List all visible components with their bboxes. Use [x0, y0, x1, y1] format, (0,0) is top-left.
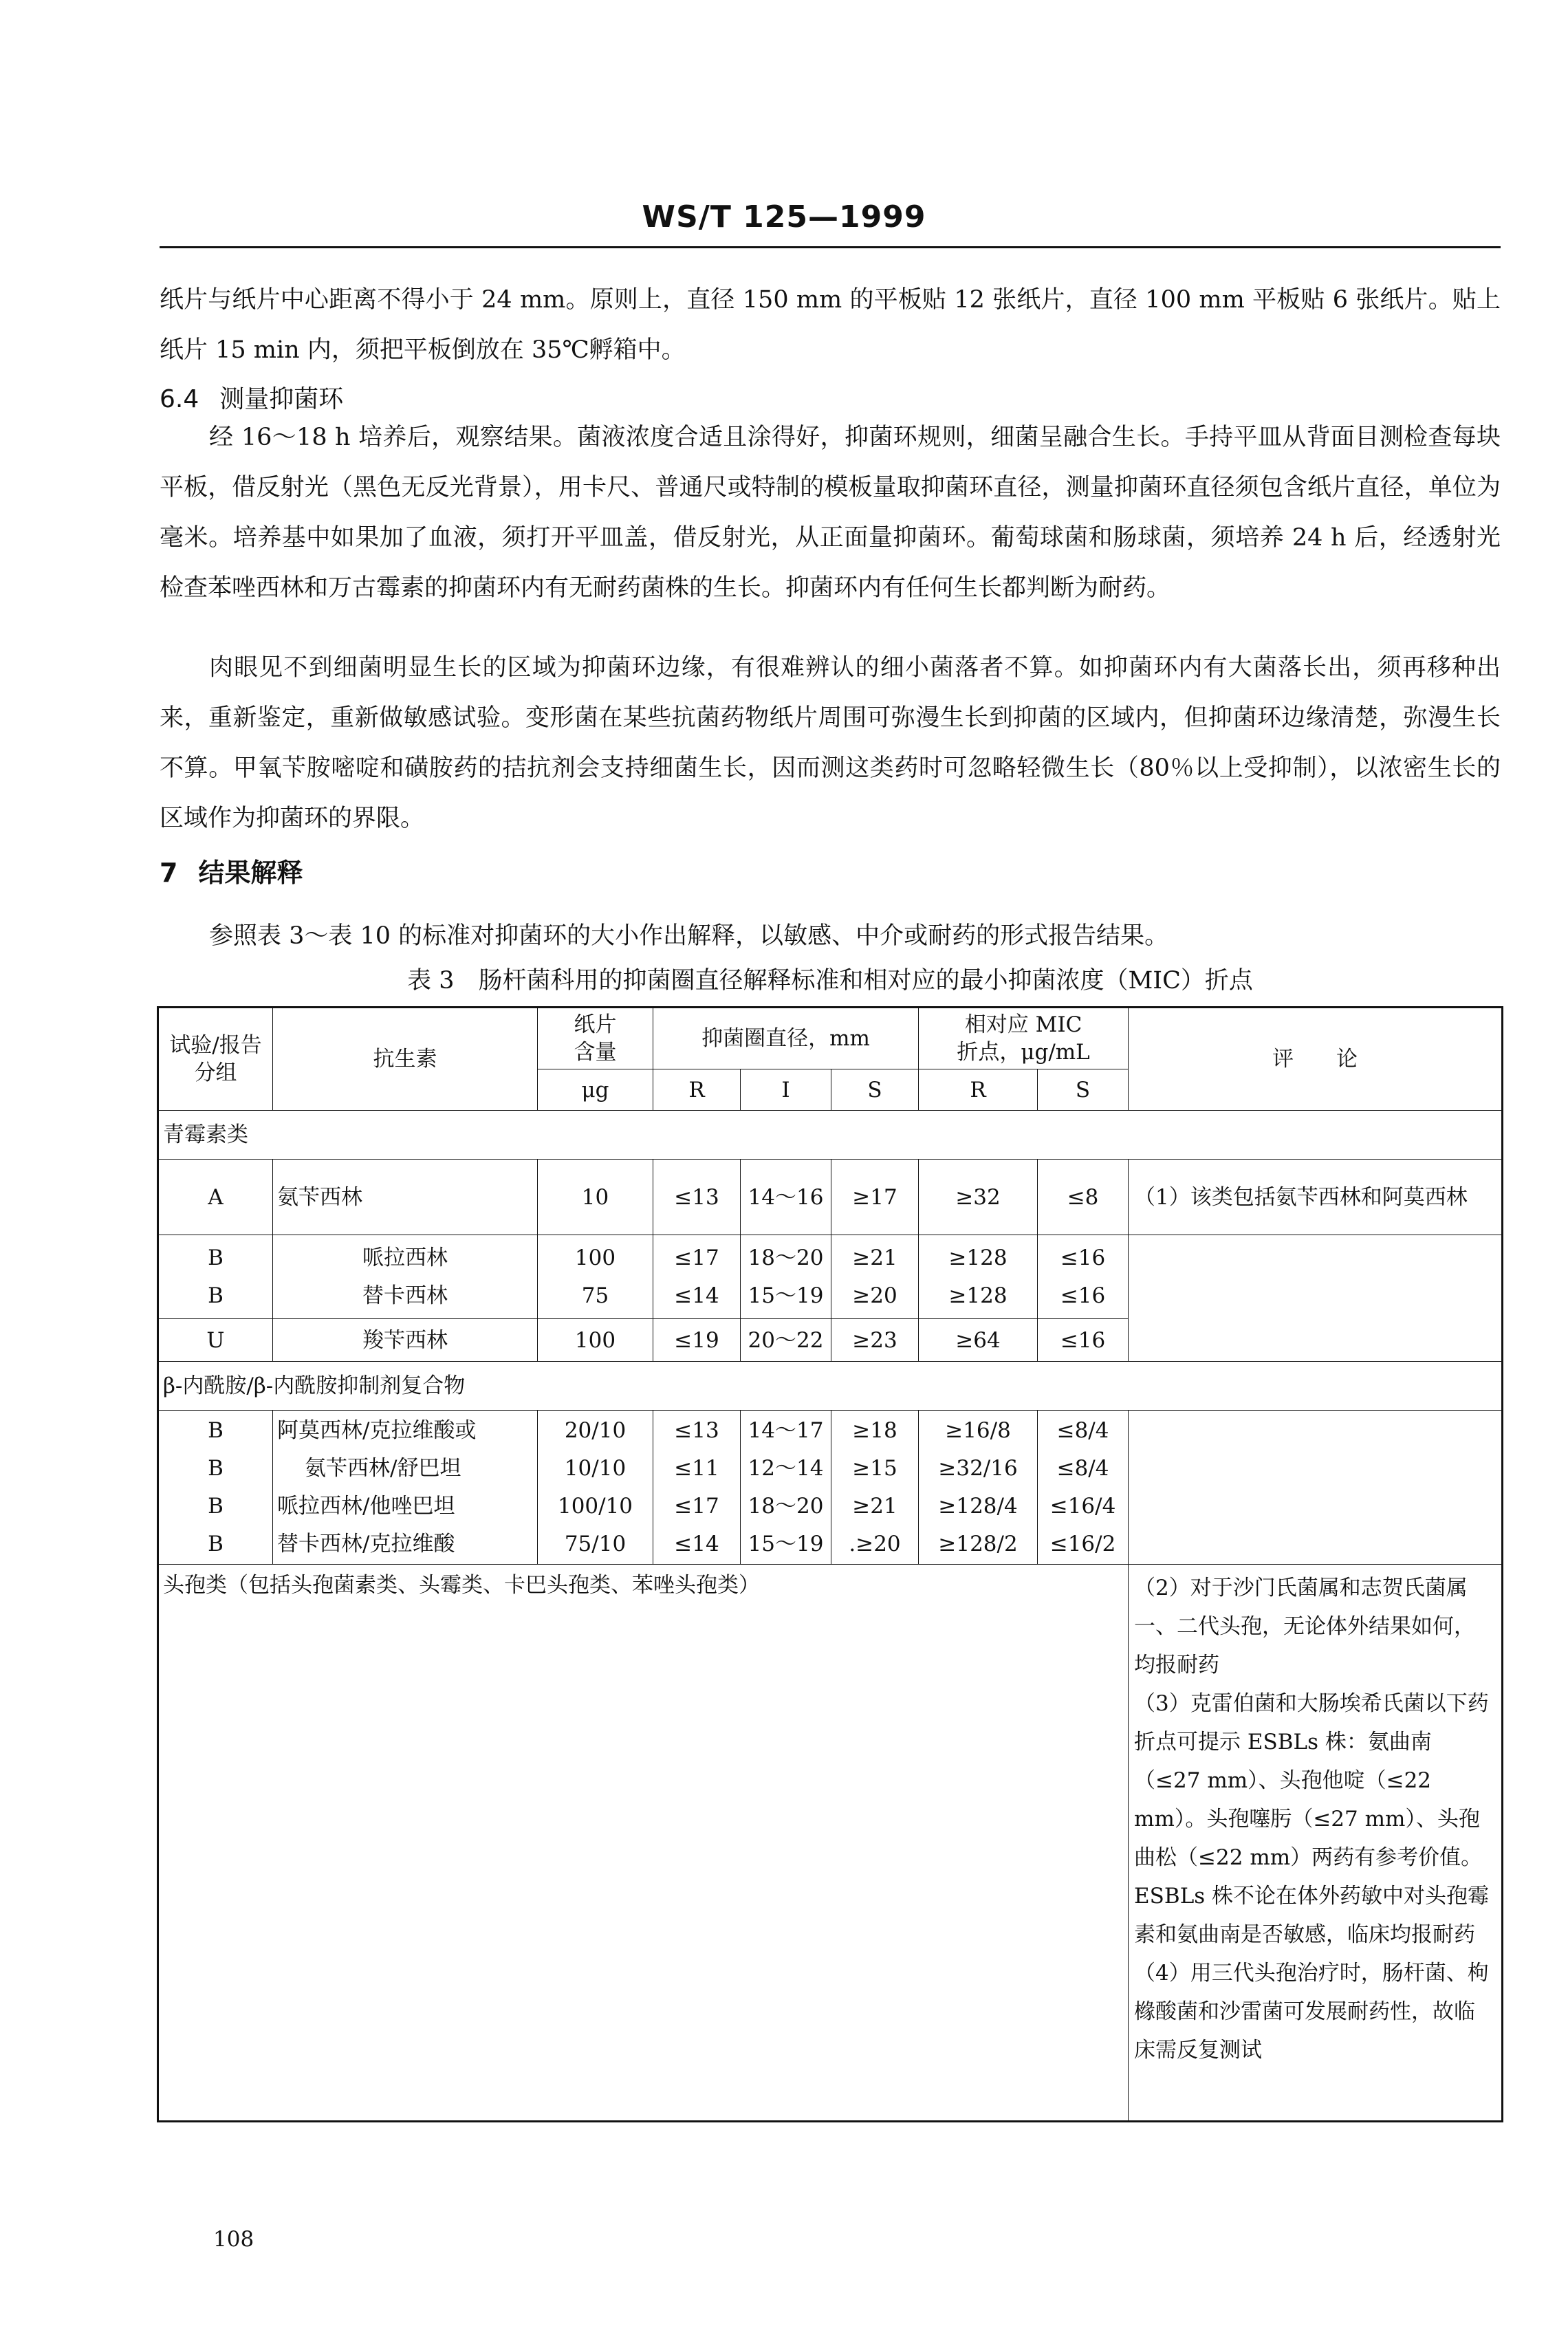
cell-group: B B B B [158, 1411, 273, 1565]
cell-group: A [158, 1160, 273, 1235]
section-6-4-heading [160, 380, 343, 415]
cell-comment-empty [1129, 1411, 1503, 1565]
cell-zone-s: ≥18 ≥15 ≥21 .≥20 [831, 1411, 919, 1565]
header-zone-i: I [741, 1069, 831, 1111]
header-group: 试验/报告分组 [158, 1008, 273, 1111]
cell-comment-empty [1129, 1235, 1503, 1362]
cell-zone-r: ≤13 [653, 1160, 741, 1235]
cell-zone-i: 14～17 12～14 18～20 15～19 [741, 1411, 831, 1565]
group-heading-cephalosporins: 头孢类（包括头孢菌素类、头霉类、卡巴头孢类、苯唑头孢类） [158, 1565, 1129, 2122]
table-row [158, 1160, 1503, 1235]
header-rule [160, 246, 1501, 248]
cell-mic-r: ≥16/8 ≥32/16 ≥128/4 ≥128/2 [919, 1411, 1038, 1565]
cell-mic-r: ≥64 [919, 1319, 1038, 1362]
table-row-group [158, 1235, 1503, 1319]
cell-zone-s: ≥17 [831, 1160, 919, 1235]
header-zone-diameter: 抑菌圈直径，mm [653, 1008, 919, 1069]
section-number: 6.4 [160, 385, 199, 413]
header-disk-content [538, 1008, 653, 1069]
cell-zone-s: ≥23 [831, 1319, 919, 1362]
cell-mic-s: ≤16 ≤16 [1038, 1235, 1129, 1319]
table-caption: 表 3 肠杆菌科用的抑菌圈直径解释标准和相对应的最小抑菌浓度（MIC）折点 [407, 967, 1253, 994]
cell-disk: 20/10 10/10 100/10 75/10 [538, 1411, 653, 1565]
standard-code: WS/T 125—1999 [642, 199, 926, 235]
section-title: 结果解释 [198, 858, 303, 888]
header-zone-s: S [831, 1069, 919, 1111]
cell-zone-i: 20～22 [741, 1319, 831, 1362]
table-row-group [158, 1411, 1503, 1565]
paragraph-measure: 经 16～18 h 培养后，观察结果。菌液浓度合适且涂得好，抑菌环规则，细菌呈融合生长。手持平皿从背面目测检查每块平板，借反射光（黑色无反光背景），用卡尺、普通尺或特制的模板量取抑菌环直径，测量抑菌环直径须包含纸片直径，单位为毫米。培养基中如果加了血液，须打开平皿盖，借反射光，从正面量抑菌环。葡萄球菌和肠球菌，须培养 24 h 后，经透射光检查苯唑西林和万古霉素的抑菌环内有无耐药菌株的生长。抑菌环内有任何生长都判断为耐药。 [160, 424, 1501, 602]
page-number: 108 [213, 2227, 254, 2252]
cell-group: B B [158, 1235, 273, 1319]
cell-zone-r: ≤13 ≤11 ≤17 ≤14 [653, 1411, 741, 1565]
group-heading-penicillins: 青霉素类 [158, 1111, 1503, 1160]
cell-mic-r: ≥128 ≥128 [919, 1235, 1038, 1319]
cell-comment: （1）该类包括氨苄西林和阿莫西林 [1129, 1160, 1503, 1235]
cell-zone-i: 14～16 [741, 1160, 831, 1235]
cell-zone-i: 18～20 15～19 [741, 1235, 831, 1319]
header-mic-line1: 相对应 MIC [964, 1012, 1082, 1037]
cell-disk: 100 75 [538, 1235, 653, 1319]
header-mic [919, 1008, 1129, 1069]
cell-mic-s: ≤8/4 ≤8/4 ≤16/4 ≤16/2 [1038, 1411, 1129, 1565]
cell-antibiotic: 羧苄西林 [273, 1319, 538, 1362]
header-disk-line1: 纸片 [574, 1012, 617, 1037]
section-title: 测量抑菌环 [219, 385, 344, 413]
cell-mic-s: ≤8 [1038, 1160, 1129, 1235]
paragraph-edge: 肉眼见不到细菌明显生长的区域为抑菌环边缘，有很难辨认的细小菌落者不算。如抑菌环内有大菌落长出，须再移种出来，重新鉴定，重新做敏感试验。变形菌在某些抗菌药物纸片周围可弥漫生长到抑菌的区域内，但抑菌环边缘清楚，弥漫生长不算。甲氧苄胺嘧啶和磺胺药的拮抗剂会支持细菌生长，因而测这类药时可忽略轻微生长（80％以上受抑制），以浓密生长的区域作为抑菌环的界限。 [160, 654, 1501, 832]
group-heading-beta-lactam-combinations: β-内酰胺/β-内酰胺抑制剂复合物 [158, 1362, 1503, 1411]
header-mic-s: S [1038, 1069, 1129, 1111]
header-antibiotic: 抗生素 [273, 1008, 538, 1111]
section-7-heading [160, 851, 303, 889]
cell-antibiotic: 阿莫西林/克拉维酸或 氨苄西林/舒巴坦 哌拉西林/他唑巴坦 替卡西林/克拉维酸 [273, 1411, 538, 1565]
header-zone-r: R [653, 1069, 741, 1111]
paragraph-interpretation: 参照表 3～表 10 的标准对抑菌环的大小作出解释，以敏感、中介或耐药的形式报告结果。 [209, 922, 1169, 950]
cell-group: U [158, 1319, 273, 1362]
paragraph-continued: 纸片与纸片中心距离不得小于 24 mm。原则上，直径 150 mm 的平板贴 12 张纸片，直径 100 mm 平板贴 6 张纸片。贴上纸片 15 min 内，须把平板倒放在 35℃孵箱中。 [160, 286, 1501, 364]
cell-disk: 100 [538, 1319, 653, 1362]
cell-mic-s: ≤16 [1038, 1319, 1129, 1362]
cell-zone-r: ≤19 [653, 1319, 741, 1362]
cell-antibiotic: 哌拉西林 替卡西林 [273, 1235, 538, 1319]
cell-mic-r: ≥32 [919, 1160, 1038, 1235]
cell-comment-cephalosporins: （2）对于沙门氏菌属和志贺氏菌属一、二代头孢，无论体外结果如何，均报耐药 （3）克雷伯菌和大肠埃希氏菌以下药折点可提示 ESBLs 株：氨曲南（≤27 mm）、头孢他啶（≤22 mm）。头孢噻肟（≤27 mm）、头孢曲松（≤22 mm）两药有参考价值。ESBLs 株不论在体外药敏中对头孢霉素和氨曲南是否敏感，临床均报耐药 （4）用三代头孢治疗时，肠杆菌、枸橼酸菌和沙雷菌可发展耐药性，故临床需反复测试 [1129, 1565, 1503, 2122]
header-mic-r: R [919, 1069, 1038, 1111]
header-disk-unit: μg [538, 1069, 653, 1111]
section-number: 7 [160, 858, 178, 888]
header-comment: 评 论 [1129, 1008, 1503, 1111]
cell-zone-r: ≤17 ≤14 [653, 1235, 741, 1319]
breakpoint-table [157, 1006, 1503, 2122]
header-disk-line2: 含量 [574, 1040, 617, 1065]
cell-disk: 10 [538, 1160, 653, 1235]
header-mic-line2: 折点，μg/mL [957, 1040, 1090, 1065]
cell-antibiotic: 氨苄西林 [273, 1160, 538, 1235]
cell-zone-s: ≥21 ≥20 [831, 1235, 919, 1319]
